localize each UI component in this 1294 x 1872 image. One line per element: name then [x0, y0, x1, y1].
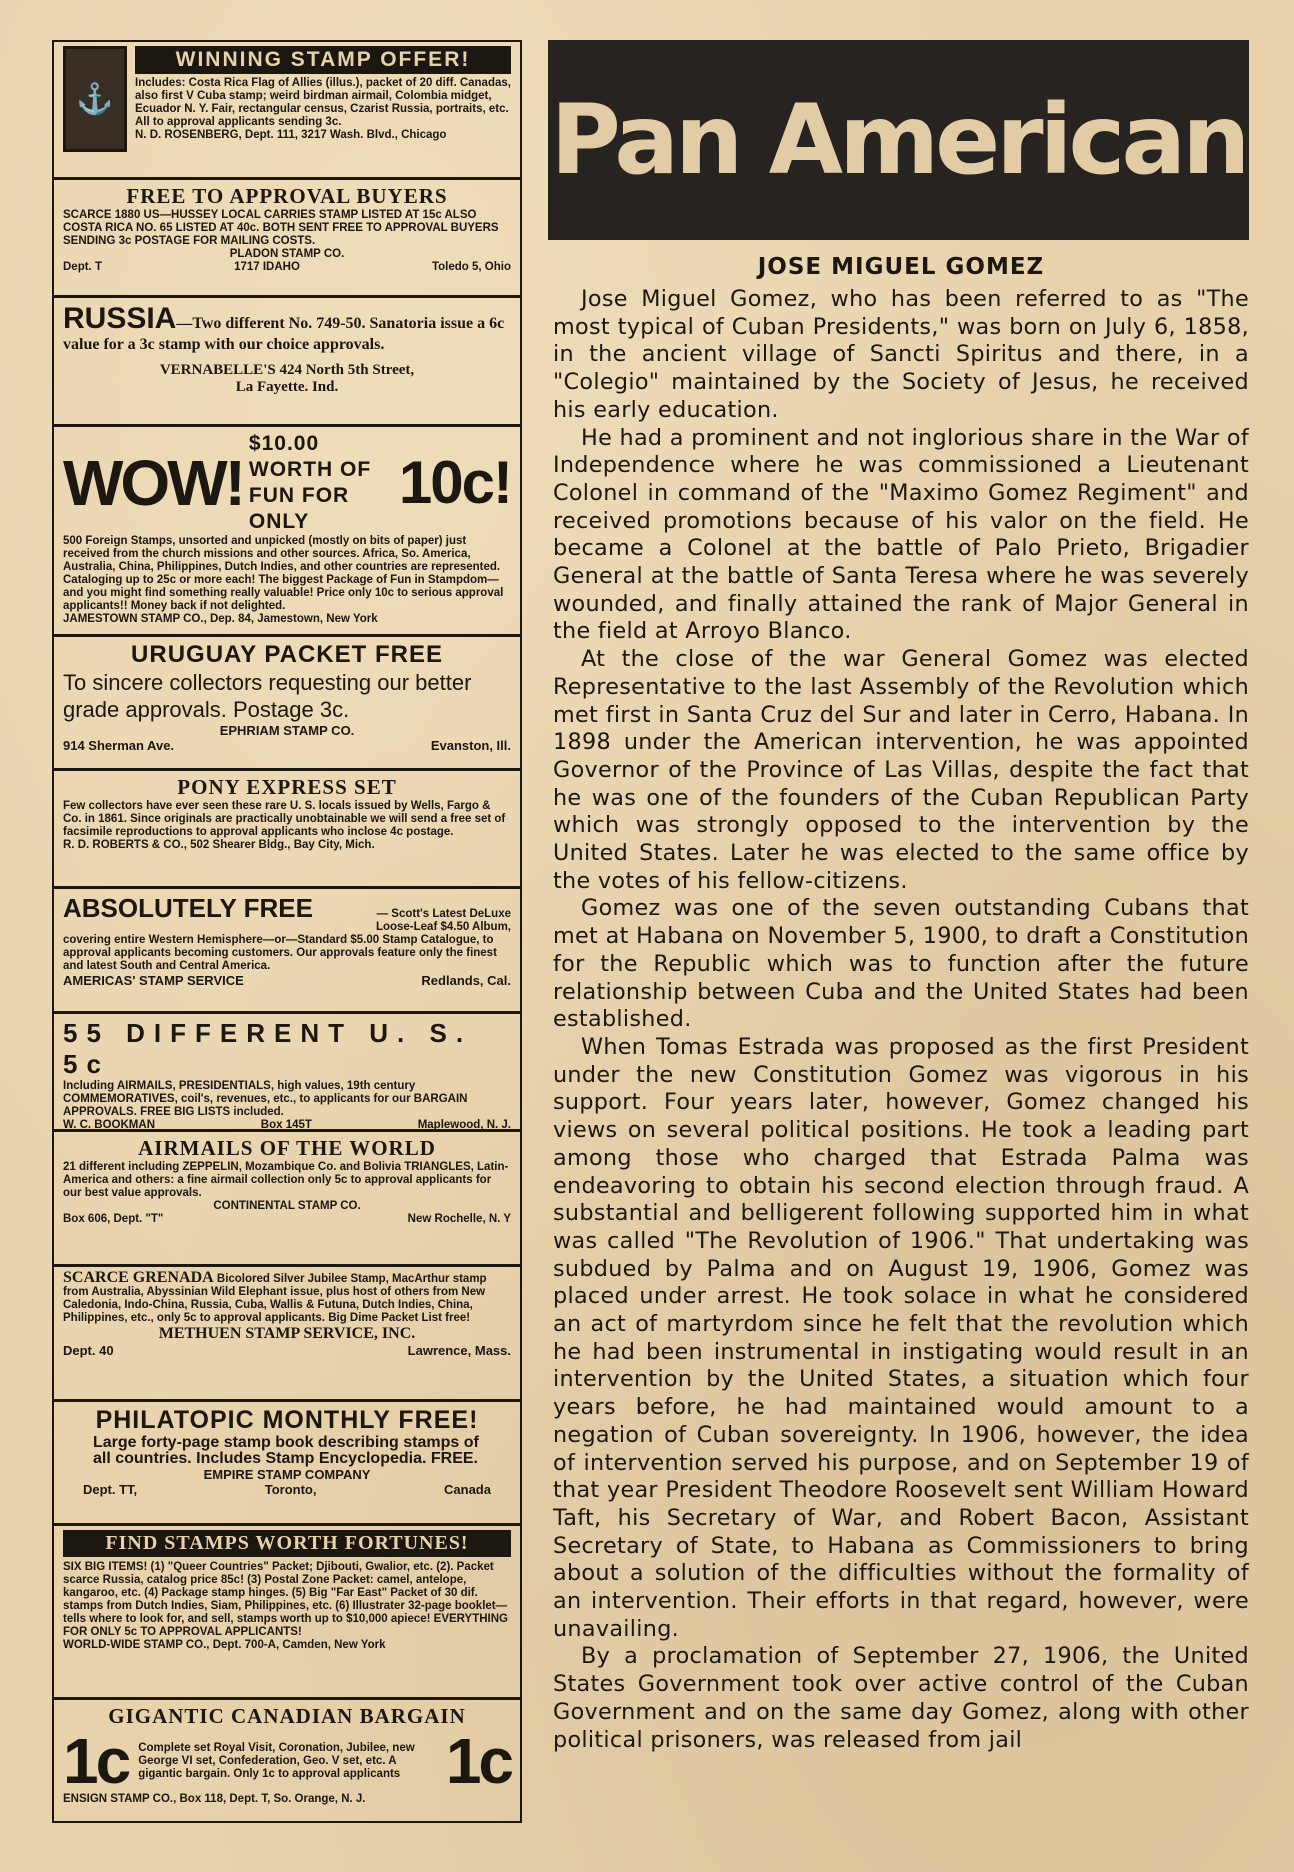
banner-title: Pan American: [550, 84, 1247, 196]
ad-title: URUGUAY PACKET FREE: [131, 641, 443, 668]
ad-55-different-us: [54, 1014, 520, 1132]
ad-address: ENSIGN STAMP CO., Box 118, Dept. T, So. Orange, N. J.: [63, 1793, 366, 1805]
stamp-ads-column: [52, 40, 522, 1823]
ad-company: AMERICAS' STAMP SERVICE: [63, 973, 244, 988]
ad-title: GIGANTIC CANADIAN BARGAIN: [108, 1704, 466, 1728]
ad-box: Box 606, Dept. "T": [63, 1213, 164, 1225]
ad-body: Includes: Costa Rica Flag of Allies (illus.), packet of 20 diff. Canadas, also first V Cuba stamp; weird birdman airmail, Colombia midget, Ecuador N. Y. Fair, rectangular census, Czarist Russia, portraits, etc. All to approval applicants sending 3c.: [135, 77, 511, 128]
wow-price: 10c!: [398, 449, 511, 516]
ad-company: EMPIRE STAMP COMPANY: [203, 1467, 371, 1482]
ad-title: RUSSIA: [63, 302, 177, 335]
ad-street: 914 Sherman Ave.: [63, 738, 175, 753]
ad-find-stamps-worth-fortunes: [54, 1526, 520, 1700]
ad-body: —Two different No. 749-50. Sanatoria issue a 6c value for a 3c stamp with our choice approvals.: [63, 315, 505, 353]
article-paragraph: Jose Miguel Gomez, who has been referred to as "The most typical of Cuban Presidents," was born on July 6, 1858, in the ancient village of Sancti Spiritus and there, in a "Colegio" maintained by the Society of Jesus, he received his early education.: [553, 286, 1249, 423]
article-paragraph: When Tomas Estrada was proposed as the first President under the new Constitution Gomez was vigorous in his support. Four years later, however, Gomez changed his views on several political positions. He took a leading part among those who charged that Estrada Palma was endeavoring to obtain his second election through fraud. A substantial and belligerent following supported him in what was called "The Revolution of 1906." That undertaking was subdued by Palma and on August 19, 1906, Gomez was placed under arrest. He took solace in what he considered an act of martyrdom since he felt that the revolution which he had been instrumental in instigating would result in an intervention by the United States, a situation which four years before, he had maintained would amount to a negation of Cuban sovereignty. In 1906, however, the idea of intervention served his purpose, and on September 19 of that year President Theodore Roosevelt sent William Howard Taft, his Secretary of War, and Robert Bacon, Assistant Secretary of State, to Habana as Commissioners to bring about a solution of the difficulties without the formality of an intervention. Their efforts in that regard, however, were unavailing.: [553, 1033, 1249, 1642]
ad-gigantic-canadian-bargain: [54, 1700, 520, 1821]
ad-address: R. D. ROBERTS & CO., 502 Shearer Bldg., Bay City, Mich.: [63, 839, 375, 851]
ad-airmails-of-the-world: [54, 1132, 520, 1267]
ad-body: Including AIRMAILS, PRESIDENTIALS, high values, 19th century COMMEMORATIVES, coil's, revenues, etc., to applicants for our BARGAIN APPROVALS. FREE BIG LISTS included.: [63, 1080, 468, 1118]
ad-wow: [54, 427, 520, 637]
ad-subtitle: — Scott's Latest DeLuxe Loose-Leaf $4.50 Album,: [375, 908, 511, 933]
ad-country: Canada: [444, 1482, 491, 1497]
ad-street: 1717 IDAHO: [234, 261, 300, 273]
ad-dept: Dept. TT,: [83, 1482, 138, 1497]
price-left: 1c: [63, 1725, 129, 1797]
ad-winning-stamp-offer: [54, 42, 520, 180]
article-paragraph: By a proclamation of September 27, 1906, the United States Government took over active control of the Cuban Government and on the same day Gomez, along with other political prisoners, was released from jail: [553, 1643, 1249, 1753]
ad-body: Few collectors have ever seen these rare U. S. locals issued by Wells, Fargo & Co. in 1861. Since originals are practically unobtainable we will send a free set of facsimile reproductions to approval applicants who inclose 4c postage.: [63, 800, 506, 838]
ad-body: covering entire Western Hemisphere—or—Standard $5.00 Stamp Catalogue, to approval applicants becoming customers. Our approvals feature only the finest and latest South and Central America.: [63, 934, 497, 972]
ad-dept: Dept. 40: [63, 1343, 114, 1358]
ad-emphasis: EVERYTHING FOR ONLY 5c TO APPROVAL APPLICANTS!: [63, 1613, 509, 1638]
ad-free-to-approval-buyers: [54, 180, 520, 298]
ad-uruguay-packet: [54, 637, 520, 771]
ad-address: WORLD-WIDE STAMP CO., Dept. 700-A, Camden, New York: [63, 1639, 386, 1651]
ad-title: 55 DIFFERENT U. S. 5c: [63, 1018, 473, 1079]
ad-city: Lawrence, Mass.: [407, 1343, 511, 1358]
ad-city: Toronto,: [264, 1482, 317, 1497]
ship-stamp-icon: ⚓: [63, 46, 127, 152]
ad-scarce-grenada: [54, 1267, 520, 1402]
ad-company: EPHRIAM STAMP CO.: [219, 723, 355, 738]
ad-company: PLADON STAMP CO.: [229, 248, 345, 260]
article: [553, 254, 1249, 1754]
ad-body: SCARCE 1880 US—HUSSEY LOCAL CARRIES STAMP LISTED AT 15c ALSO COSTA RICA NO. 65 LISTED AT 40c. BOTH SENT FREE TO APPROVAL BUYERS SENDING 3c POSTAGE FOR MAILING COSTS.: [63, 209, 499, 247]
price-right: 1c: [445, 1725, 511, 1797]
ad-title: WINNING STAMP OFFER!: [135, 46, 511, 74]
ad-city: Redlands, Cal.: [421, 973, 511, 988]
ad-city: La Fayette. Ind.: [235, 379, 339, 395]
ad-body: Complete set Royal Visit, Coronation, Jubilee, new George VI set, Confederation, Geo. V set, etc. A gigantic bargain. Only 1c to approval applicants: [138, 1741, 415, 1780]
ad-city: Evanston, Ill.: [430, 738, 511, 753]
ad-body: Large forty-page stamp book describing stamps of all countries. Includes Stamp Encyclopedia. FREE.: [93, 1434, 479, 1467]
article-paragraph: At the close of the war General Gomez was elected Representative to the last Assembly of the Revolution which met first in Santa Cruz del Sur and later in Cerro, Habana. In 1898 under the American intervention, he was appointed Governor of the Province of Las Villas, despite the fact that he was one of the founders of the Cuban Republican Party which was strongly opposed to the intervention by the United States. Later he was elected to the same office by the votes of his fellow-citizens.: [553, 646, 1249, 894]
ad-city: Toledo 5, Ohio: [431, 261, 511, 273]
ad-company: CONTINENTAL STAMP CO.: [213, 1200, 361, 1212]
ad-title: PONY EXPRESS SET: [177, 775, 397, 799]
ad-title: FREE TO APPROVAL BUYERS: [126, 184, 448, 208]
article-heading: JOSE MIGUEL GOMEZ: [757, 254, 1045, 280]
ad-dept: Dept. T: [63, 261, 102, 273]
ad-pony-express: [54, 771, 520, 889]
pan-american-banner: [548, 40, 1249, 240]
article-paragraph: Gomez was one of the seven outstanding Cubans that met at Habana on November 5, 1900, to draft a Constitution for the Republic which was to function after the future relationship between Cuba and the United States had been established.: [553, 895, 1249, 1033]
ad-city: Maplewood, N. J.: [417, 1119, 511, 1131]
wow-line2: FUN FOR ONLY: [248, 484, 350, 533]
ad-company: METHUEN STAMP SERVICE, INC.: [158, 1325, 416, 1342]
ad-body: SIX BIG ITEMS! (1) "Queer Countries" Packet; Djibouti, Gwalior, etc. (2). Packet scarce Russia, catalog price 85c! (3) Postal Zone Packet: camel, antelope, kangaroo, etc. (4) Package stamp hinges. (5) Big "Far East" Packet of 30 dif. stamps from Dutch Indies, Siam, Philippines, etc. (6) Illustrater 32-page booklet—tells where to look for, and sell, stamps worth up to $10,000 apiece!: [63, 1561, 508, 1625]
ad-title: SCARCE GRENADA: [63, 1269, 214, 1286]
ad-city: New Rochelle, N. Y: [407, 1213, 511, 1225]
ad-body: Bicolored Silver Jubilee Stamp, MacArthur stamp from Australia, Abyssinian Wild Elephant issue, plus host of others from New Caledonia, Indo-China, Russia, Cuba, Wallis & Futuna, Dutch Indies, China, Philippines, etc., only 5c to approval applicants. Big Dime Packet List free!: [63, 1273, 487, 1324]
article-paragraph: He had a prominent and not inglorious share in the War of Independence where he was commissioned a Lieutenant Colonel in command of the "Maximo Gomez Regiment" and received promotions because of his valor on the field. He became a Colonel at the battle of Palo Prieto, Brigadier General at the battle of Santa Teresa where he was severely wounded, and finally attained the rank of Major General in the field at Arroyo Blanco.: [553, 424, 1249, 645]
ad-absolutely-free: [54, 889, 520, 1014]
ad-box: Box 145T: [260, 1119, 312, 1131]
ad-body: 500 Foreign Stamps, unsorted and unpicked (mostly on bits of paper) just received from the church missions and other sources. Africa, So. America, Australia, China, Philippines, Dutch Indies, and other countries are represented. Cataloging up to 25c or more each! The biggest Package of Fun in Stampdom—and you might find something really valuable! Price only 10c to serious approval applicants!! Money back if not delighted.: [63, 535, 504, 612]
wow-word: WOW!: [63, 447, 243, 519]
ad-title: FIND STAMPS WORTH FORTUNES!: [63, 1530, 511, 1557]
ad-address: N. D. ROSENBERG, Dept. 111, 3217 Wash. Blvd., Chicago: [135, 129, 447, 141]
ad-company: W. C. BOOKMAN: [63, 1119, 155, 1131]
ad-russia: [54, 298, 520, 427]
ad-address: JAMESTOWN STAMP CO., Dep. 84, Jamestown, New York: [63, 613, 378, 625]
ad-title: PHILATOPIC MONTHLY FREE!: [95, 1406, 479, 1434]
ad-body: 21 different including ZEPPELIN, Mozambique Co. and Bolivia TRIANGLES, Latin-America and others: a fine airmail collection only 5c to approval applicants for our best value approvals.: [63, 1161, 509, 1199]
ad-body: To sincere collectors requesting our better grade approvals. Postage 3c.: [63, 670, 472, 722]
ad-title: ABSOLUTELY FREE: [63, 893, 313, 923]
ad-philatopic-monthly: [54, 1402, 520, 1526]
ad-address: VERNABELLE'S 424 North 5th Street,: [159, 362, 415, 378]
ad-title: AIRMAILS OF THE WORLD: [138, 1136, 436, 1160]
wow-line1: $10.00 WORTH OF: [248, 432, 372, 481]
